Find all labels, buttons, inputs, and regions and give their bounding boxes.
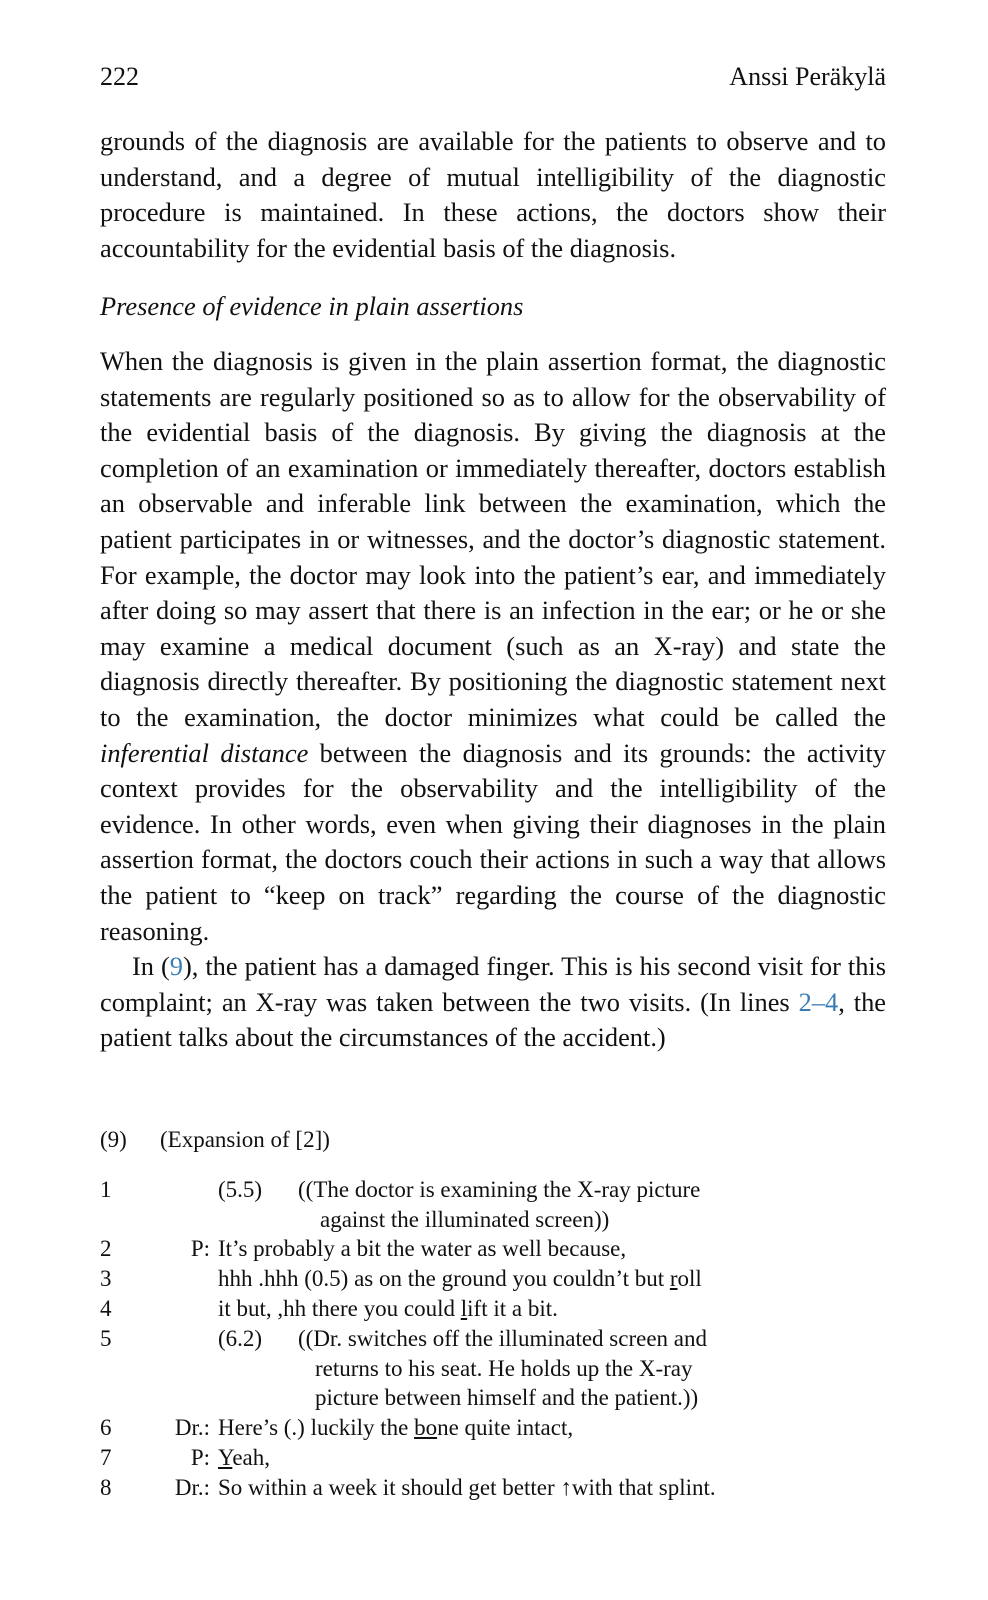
section-heading: Presence of evidence in plain assertions: [100, 291, 524, 321]
transcript-line: 2 P: It’s probably a bit the water as well because,: [100, 1236, 627, 1262]
example-header: [100, 1125, 800, 1155]
transcript-line-continuation: returns to his seat. He holds up the X-ray: [315, 1355, 693, 1381]
transcript-line-continuation: picture between himself and the patient.)): [315, 1385, 699, 1411]
transcript-line-continuation: against the illuminated screen)): [320, 1206, 610, 1232]
example-link[interactable]: 9: [169, 951, 183, 982]
paragraph-2-block: [100, 344, 886, 1056]
emphasis-term: inferential distance: [100, 737, 309, 768]
running-head: [100, 62, 886, 92]
transcript-line: 7 P: Yeah,: [100, 1444, 270, 1470]
transcript-example: [100, 1125, 800, 1503]
transcript-line: 8 Dr.: So within a week it should get better ↑with that splint.: [100, 1474, 716, 1500]
transcript-line: 3 hhh .hhh (0.5) as on the ground you couldn’t but roll: [100, 1266, 702, 1292]
transcript-line: 1 (5.5) ((The doctor is examining the X-ray picture: [100, 1176, 701, 1202]
page-number: 222: [100, 62, 139, 91]
transcript-line: 5 (6.2) ((Dr. switches off the illuminated screen and: [100, 1325, 707, 1351]
transcript-line: 4 it but, ,hh there you could lift it a bit.: [100, 1295, 558, 1321]
paragraph-2: When the diagnosis is given in the plain assertion format, the diagnostic statements are regularly positioned so as to allow for the observability of the evidential basis of the diagnosis. By giving the diagnosis at the completion of an examination or immediately thereafter, doctors establish an observable and inferable link between the examination, which the patient participates in or witnesses, and the doctor’s diagnostic statement. For example, the doctor may look into the patient’s ear, and immediately after doing so may assert that there is an infection in the ear; or he or she may examine a medical document (such as an X-ray) and state the diagnosis directly thereafter. By positioning the diagnostic statement next to the examination, the doctor minimizes what could be called the inferential distance between the diagnosis and its grounds: the activity context provides for the observability and the intelligibility of the evidence. In other words, even when giving their diagnoses in the plain assertion format, the doctors couch their actions in such a way that allows the patient to “keep on track” regarding the course of the diagnostic reasoning.: [100, 346, 886, 946]
transcript-line: 6 Dr.: Here’s (.) luckily the bone quite intact,: [100, 1415, 574, 1441]
lines-link[interactable]: 2–4: [798, 986, 839, 1017]
paragraph-1: grounds of the diagnosis are available for the patients to observe and to understand, and a degree of mutual intelligibility of the diagnostic procedure is maintained. In these actions, the doctors show their accountability for the evidential basis of the diagnosis.: [100, 126, 886, 263]
paragraph-3: In (9), the patient has a damaged finger. This is his second visit for this complaint; an X-ray was taken between the two visits. (In lines 2–4, the patient talks about the circumstances of the accident.): [100, 951, 887, 1053]
example-number: (9): [100, 1127, 127, 1152]
running-author: Anssi Peräkylä: [729, 62, 886, 91]
example-title: (Expansion of [2]): [160, 1127, 330, 1152]
